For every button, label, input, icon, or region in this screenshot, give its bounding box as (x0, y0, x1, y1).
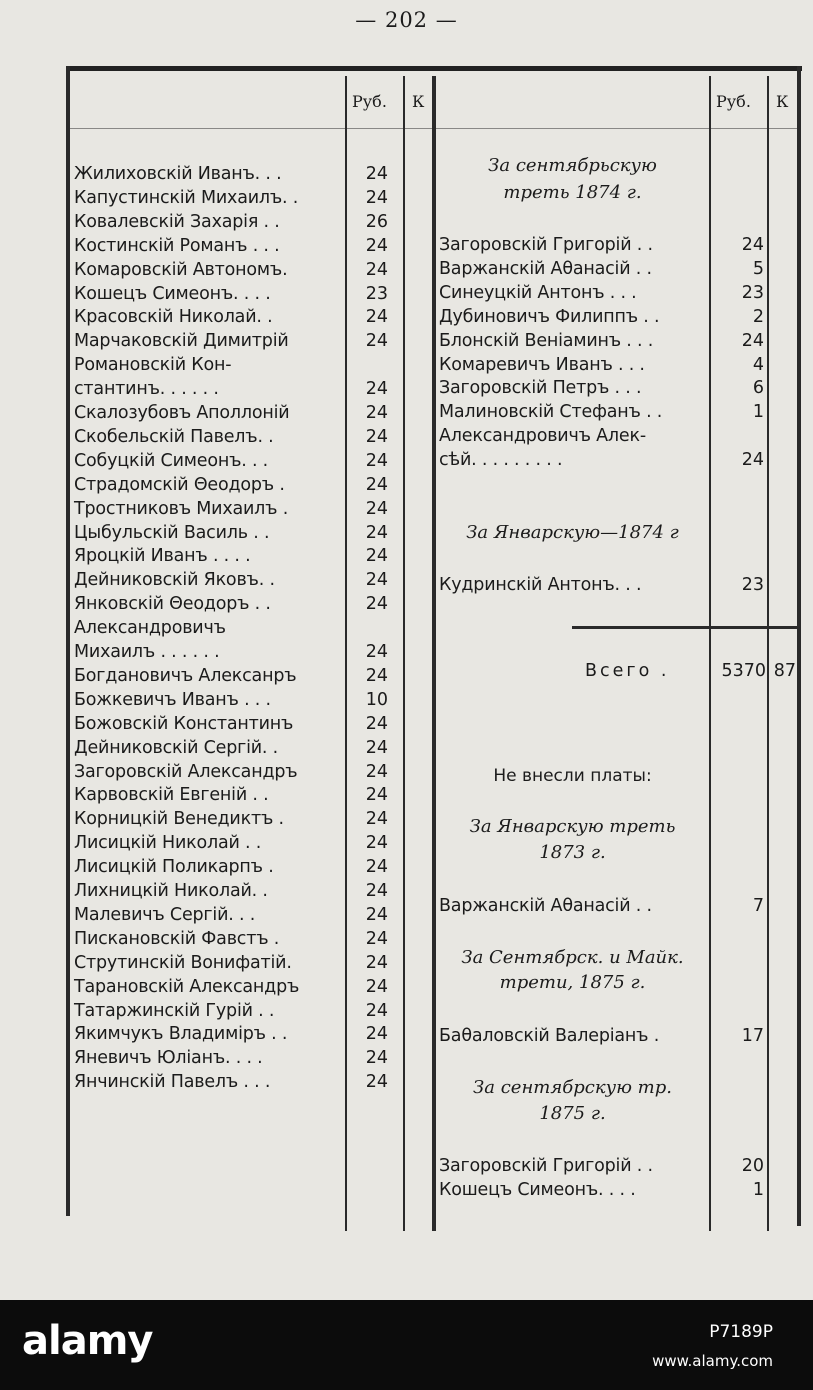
entry-rub: 10 (365, 689, 388, 710)
entry-name: Александровичъ Алек- (439, 426, 646, 447)
header-rule (70, 128, 432, 129)
entry-rub: 24 (365, 403, 388, 423)
entry-name: Ковалевскій Захарія . . (74, 211, 280, 232)
header-rub-right: Руб. (716, 92, 751, 111)
entry-name: Татаржинскій Гурій . . (74, 1000, 275, 1021)
entry-name: сѣй. . . . . . . . . (439, 450, 563, 471)
entry-rub: 1 (752, 1179, 764, 1200)
section-heading: трети, 1875 г. (499, 972, 646, 993)
entry-name: Комаровскій Автономъ. (74, 259, 288, 280)
entry-rub: 24 (365, 737, 388, 758)
entry-name: Богдановичъ Алексанръ (74, 665, 297, 686)
entry-rub: 5 (752, 258, 764, 279)
entry-rub: 24 (365, 833, 388, 854)
entry-rub: 7 (752, 896, 764, 916)
entry-name: Костинскій Романъ . . . (74, 235, 280, 256)
entry-rub: 24 (365, 809, 388, 830)
section-heading: За Сентябрск. и Майк. (461, 947, 684, 968)
entry-rub: 24 (365, 642, 388, 662)
entry-rub: 2 (752, 306, 764, 327)
entry-name: Загоровскій Александръ (74, 761, 298, 782)
entry-rub: 24 (365, 379, 388, 400)
section-heading: За сентябрскую тр. (473, 1077, 672, 1098)
entry-rub: 24 (365, 928, 388, 949)
footer-url: www.alamy.com (652, 1352, 773, 1370)
section-heading: За Январскую—1874 г (466, 522, 679, 543)
entry-name: Карвовскій Евгеній . . (74, 785, 269, 806)
entry-name: Михаилъ . . . . . . (74, 642, 220, 662)
entry-name: Загоровскій Григорій . . (439, 235, 653, 255)
entry-name: Скалозубовъ Аполлоній (74, 403, 290, 423)
entry-rub: 24 (365, 1048, 388, 1069)
entry-rub: 24 (365, 1024, 388, 1045)
total-rule (572, 626, 798, 629)
entry-name: Янчинскій Павелъ . . . (74, 1072, 271, 1093)
image-code: P7189P (709, 1322, 773, 1342)
entry-name: Баθаловскій Валеріанъ . (439, 1026, 660, 1046)
table-right-rule (797, 66, 801, 1226)
entry-name: Романовскій Кон- (74, 355, 232, 376)
section-heading: 1875 г. (539, 1103, 606, 1124)
entry-rub: 24 (365, 1072, 388, 1093)
header-kop-left: К (412, 92, 425, 111)
entry-rub: 24 (365, 450, 388, 471)
entry-name: Комаревичъ Иванъ . . . (439, 354, 645, 375)
entry-rub: 24 (365, 426, 388, 447)
entry-rub: 17 (741, 1026, 764, 1046)
entry-name: Варжанскій Аθанасій . . (439, 258, 652, 279)
entry-rub: 24 (365, 665, 388, 686)
entry-rub: 24 (365, 904, 388, 925)
section-heading: За сентябрьскую (488, 155, 657, 176)
entry-rub: 26 (365, 211, 388, 232)
entry-rub: 24 (365, 857, 388, 878)
entry-rub: 24 (365, 235, 388, 256)
watermark-footer (0, 1300, 813, 1390)
entry-name: Яроцкій Иванъ . . . . (74, 546, 251, 567)
entry-rub: 24 (365, 1000, 388, 1021)
col-divider (403, 76, 405, 1231)
entry-name: Капустинскій Михаилъ. . (74, 187, 299, 208)
entry-name: Лисицкій Поликарпъ . (74, 857, 274, 878)
entry-name: Яневичъ Юліанъ. . . . (74, 1048, 263, 1069)
entry-rub: 24 (365, 952, 388, 973)
entry-rub: 23 (365, 283, 388, 304)
total-rub: 5370 (721, 661, 766, 681)
entry-name: Дейниковскій Сергій. . (74, 737, 279, 758)
page-number: — 202 — (355, 8, 458, 32)
entry-rub: 24 (365, 761, 388, 782)
entry-rub: 24 (365, 259, 388, 280)
entry-name: Лихницкій Николай. . (74, 881, 268, 901)
entry-name: Кошецъ Симеонъ. . . . (74, 283, 271, 304)
entry-name: Блонскій Веніаминъ . . . (439, 330, 654, 351)
entry-name: Дейниковскій Яковъ. . (74, 570, 275, 591)
entry-rub: 24 (365, 881, 388, 901)
entry-name: Струтинскій Вонифатій. (74, 952, 292, 973)
entry-name: стантинъ. . . . . . (74, 379, 219, 400)
entry-rub: 24 (365, 594, 388, 615)
entry-name: Корницкій Венедиктъ . (74, 809, 284, 830)
entry-rub: 24 (365, 498, 388, 519)
entry-name: Загоровскій Григорій . . (439, 1156, 653, 1176)
table-top-rule (66, 66, 802, 71)
section-heading: треть 1874 г. (503, 182, 642, 203)
table-left-rule (66, 66, 70, 1216)
entry-name: Божкевичъ Иванъ . . . (74, 689, 271, 710)
entry-name: Загоровскій Петръ . . . (439, 378, 642, 399)
entry-name: Синеуцкій Антонъ . . . (439, 282, 637, 303)
entry-rub: 6 (752, 378, 764, 399)
entry-name: Пискановскій Фавстъ . (74, 928, 280, 949)
entry-rub: 23 (741, 575, 764, 595)
entry-rub: 24 (365, 713, 388, 734)
alamy-logo: alamy (22, 1318, 153, 1364)
entry-rub: 1 (752, 402, 764, 423)
unpaid-heading: Не внесли платы: (493, 766, 652, 786)
entry-rub: 23 (741, 282, 764, 303)
col-divider (767, 76, 769, 1231)
entry-rub: 24 (365, 546, 388, 567)
entry-name: Варжанскій Аθанасій . . (439, 896, 652, 916)
entry-name: Цыбульскій Василь . . (74, 522, 270, 543)
col-divider (345, 76, 347, 1231)
entry-rub: 24 (365, 570, 388, 591)
entry-name: Кудринскій Антонъ. . . (439, 575, 642, 595)
entry-name: Кошецъ Симеонъ. . . . (439, 1179, 636, 1200)
entry-name: Якимчукъ Владиміръ . . (74, 1024, 288, 1045)
col-divider (709, 76, 711, 1231)
entry-name: Страдомскій Θеодоръ . (74, 474, 285, 495)
header-rule (436, 128, 799, 129)
entry-rub: 24 (741, 330, 764, 351)
entry-rub: 24 (741, 450, 764, 471)
entry-name: Божовскій Константинъ (74, 713, 294, 734)
entry-rub: 24 (365, 307, 388, 328)
entry-name: Александровичъ (74, 618, 226, 639)
entry-rub: 24 (741, 235, 764, 255)
entry-rub: 24 (365, 522, 388, 543)
section-heading: За Январскую треть (469, 816, 676, 837)
entry-rub: 24 (365, 187, 388, 208)
entry-name: Дубиновичъ Филиппъ . . (439, 306, 660, 327)
entry-rub: 4 (752, 354, 764, 375)
center-rule (432, 76, 436, 1231)
entry-rub: 24 (365, 474, 388, 495)
header-rub-left: Руб. (352, 92, 387, 111)
entry-rub: 24 (365, 976, 388, 997)
entry-name: Малиновскій Стефанъ . . (439, 402, 663, 423)
total-label: Всего . (585, 661, 670, 681)
entry-name: Скобельскій Павелъ. . (74, 426, 274, 447)
entry-name: Марчаковскій Димитрій (74, 331, 289, 352)
entry-name: Тростниковъ Михаилъ . (74, 498, 289, 519)
entry-rub: 24 (365, 331, 388, 352)
entry-name: Янковскій Θеодоръ . . (74, 594, 271, 615)
entry-name: Лисицкій Николай . . (74, 833, 262, 854)
entry-rub: 24 (365, 164, 388, 184)
entry-name: Красовскій Николай. . (74, 307, 273, 328)
entry-name: Собуцкій Симеонъ. . . (74, 450, 269, 471)
entry-name: Малевичъ Сергій. . . (74, 904, 256, 925)
entry-name: Жилиховскій Иванъ. . . (74, 164, 282, 184)
entry-rub: 24 (365, 785, 388, 806)
entry-rub: 20 (741, 1156, 764, 1176)
header-kop-right: К (776, 92, 789, 111)
total-kop: 87 (773, 661, 796, 681)
entry-name: Тарановскій Александръ (74, 976, 300, 997)
section-heading: 1873 г. (539, 842, 606, 863)
